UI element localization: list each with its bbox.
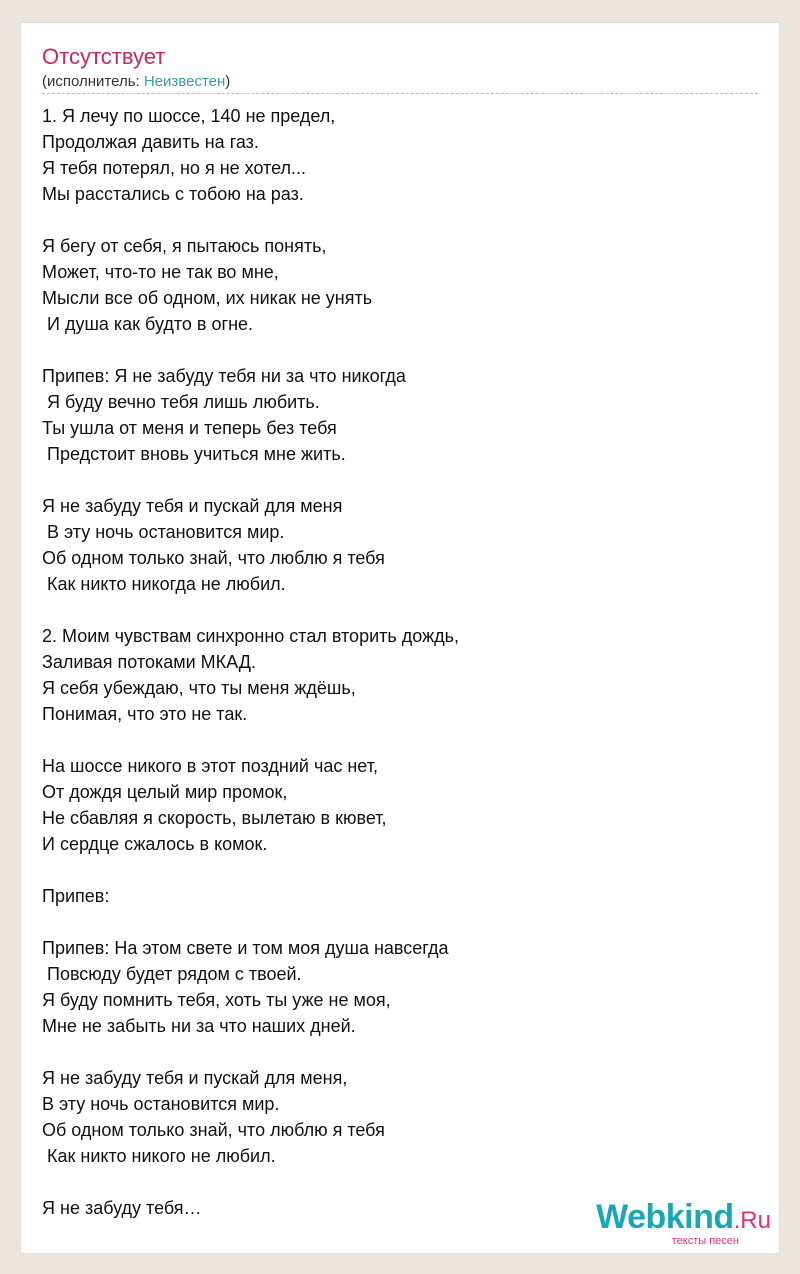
lyrics-line: Предстоит вновь учиться мне жить.	[42, 444, 346, 464]
song-title: Отсутствует	[42, 44, 166, 69]
site-logo[interactable]	[596, 1200, 771, 1247]
lyrics-line: Припев: На этом свете и том моя душа навсегда	[42, 938, 449, 958]
lyrics-line: Припев:	[42, 886, 110, 906]
lyrics-line: Припев: Я не забуду тебя ни за что никогда	[42, 366, 406, 386]
artist-prefix: (исполнитель:	[42, 73, 144, 90]
lyrics-line: 2. Моим чувствам синхронно стал вторить дождь,	[42, 626, 459, 646]
lyrics-line: Может, что-то не так во мне,	[42, 262, 279, 282]
lyrics-line: На шоссе никого в этот поздний час нет,	[42, 756, 378, 776]
lyrics-line: Я буду помнить тебя, хоть ты уже не моя,	[42, 990, 391, 1010]
logo-brand: Webkind	[596, 1198, 734, 1236]
lyrics-blank-line	[42, 857, 762, 883]
lyrics-blank-line	[42, 207, 762, 233]
lyrics-line: От дождя целый мир промок,	[42, 782, 288, 802]
lyrics-blank-line	[42, 597, 762, 623]
lyrics-line: Продолжая давить на газ.	[42, 132, 259, 152]
lyrics-line: И сердце сжалось в комок.	[42, 834, 268, 854]
lyrics-line: Мне не забыть ни за что наших дней.	[42, 1016, 356, 1036]
lyrics-line: Как никто никогда не любил.	[42, 574, 286, 594]
lyrics-line: Заливая потоками МКАД.	[42, 652, 256, 672]
lyrics-blank-line	[42, 337, 762, 363]
artist-link[interactable]: Неизвестен	[143, 73, 226, 90]
lyrics-line: Мысли все об одном, их никак не унять	[42, 288, 373, 308]
artist-suffix: )	[225, 73, 231, 90]
lyrics-line: Мы расстались с тобою на раз.	[42, 184, 304, 204]
lyrics-line: Я не забуду тебя и пускай для меня	[42, 496, 343, 516]
logo-tld: .Ru	[733, 1207, 771, 1234]
lyrics-line: В эту ночь остановится мир.	[42, 522, 285, 542]
lyrics-line: Понимая, что это не так.	[42, 704, 248, 724]
lyrics-line: Как никто никого не любил.	[42, 1146, 276, 1166]
lyrics-line: Я не забуду тебя и пускай для меня,	[42, 1068, 348, 1088]
lyrics-blank-line	[42, 1169, 762, 1195]
lyrics-line: Я себя убеждаю, что ты меня ждёшь,	[42, 678, 356, 698]
lyrics-card	[21, 23, 779, 1253]
lyrics-line: 1. Я лечу по шоссе, 140 не предел,	[42, 106, 336, 126]
lyrics-blank-line	[42, 909, 762, 935]
logo-wordmark	[596, 1200, 771, 1238]
lyrics-line: Ты ушла от меня и теперь без тебя	[42, 418, 337, 438]
lyrics-blank-line	[42, 1039, 762, 1065]
lyrics-blank-line	[42, 727, 762, 753]
lyrics-line: Я тебя потерял, но я не хотел...	[42, 158, 307, 178]
lyrics-line: Я буду вечно тебя лишь любить.	[42, 392, 320, 412]
lyrics-line: Не сбавляя я скорость, вылетаю в кювет,	[42, 808, 387, 828]
lyrics-blank-line	[42, 467, 762, 493]
logo-tagline: тексты песен	[671, 1235, 739, 1247]
lyrics-line: И душа как будто в огне.	[42, 314, 254, 334]
lyrics-line: Я бегу от себя, я пытаюсь понять,	[42, 236, 327, 256]
lyrics-line: Повсюду будет рядом с твоей.	[42, 964, 302, 984]
lyrics-line: Об одном только знай, что люблю я тебя	[42, 548, 385, 568]
lyrics-text	[42, 103, 762, 1221]
artist-line	[42, 73, 230, 91]
lyrics-line: В эту ночь остановится мир.	[42, 1094, 280, 1114]
title-divider	[42, 93, 758, 94]
lyrics-line: Об одном только знай, что люблю я тебя	[42, 1120, 385, 1140]
lyrics-line: Я не забуду тебя…	[42, 1198, 202, 1218]
